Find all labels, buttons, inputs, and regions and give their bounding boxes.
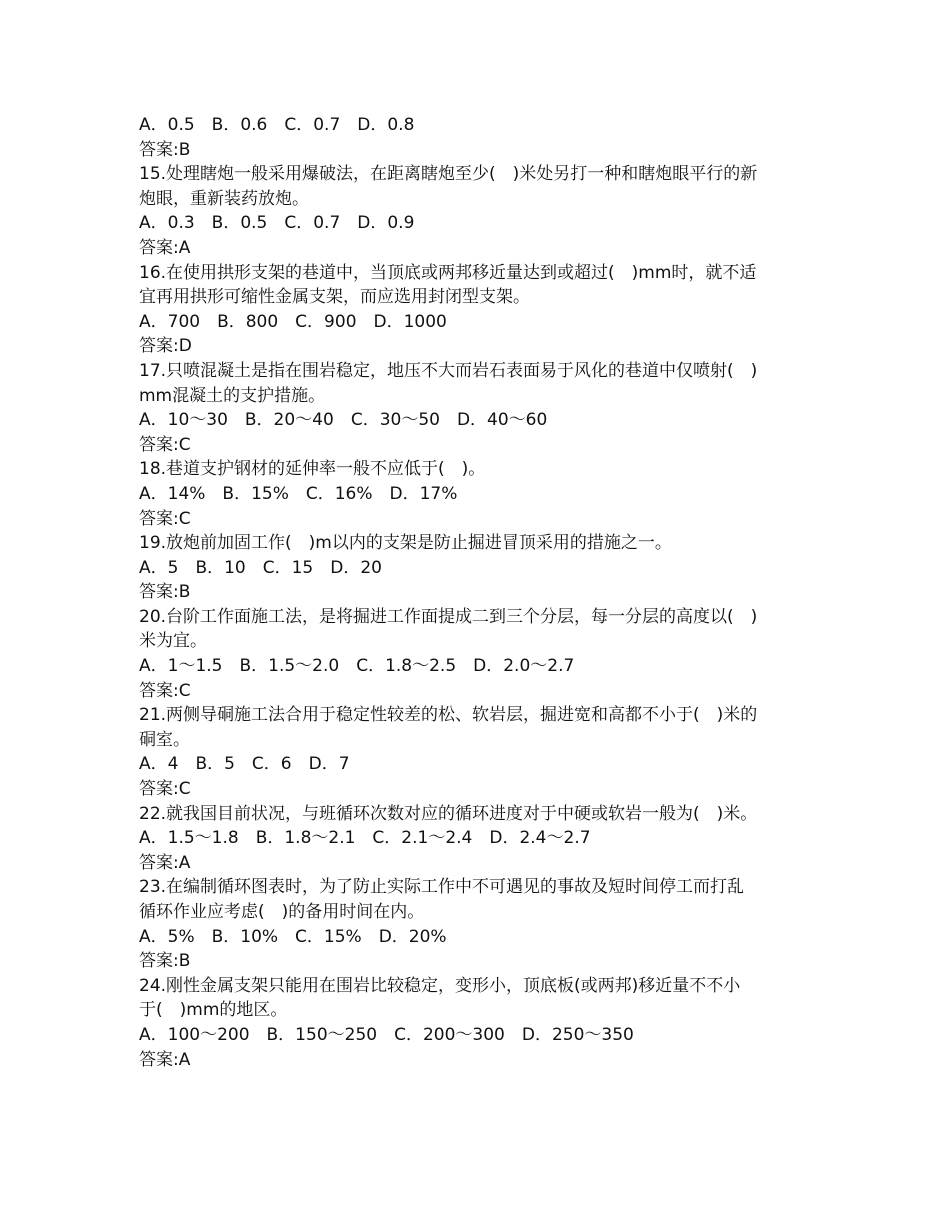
text-line: 于( )mm的地区。	[139, 1000, 288, 1021]
text-line: 硐室。	[139, 729, 190, 750]
text-line: 答案:B	[139, 139, 191, 160]
text-line: 答案:D	[139, 336, 192, 357]
text-line: A．10～30 B．20～40 C．30～50 D．40～60	[139, 410, 548, 431]
text-line: A．4 B．5 C．6 D．7	[139, 754, 350, 775]
text-line: 答案:A	[139, 1049, 191, 1070]
text-line: 17.只喷混凝土是指在围岩稳定，地压不大而岩石表面易于风化的巷道中仅喷射( )	[139, 360, 758, 381]
text-line: 20.台阶工作面施工法，是将掘进工作面提成二到三个分层，每一分层的高度以( )	[139, 606, 758, 627]
text-line: 21.两侧导硐施工法合用于稳定性较差的松、软岩层，掘进宽和高都不小于( )米的	[139, 705, 758, 726]
text-line: 19.放炮前加固工作( )m以内的支架是防止掘进冒顶采用的措施之一。	[139, 533, 672, 554]
text-line: 23.在编制循环图表时，为了防止实际工作中不可遇见的事故及短时间停工而打乱	[139, 877, 745, 898]
text-line: 炮眼，重新装药放炮。	[139, 188, 309, 209]
text-line: A．5% B．10% C．15% D．20%	[139, 926, 447, 947]
text-line: 18.巷道支护钢材的延伸率一般不应低于( )。	[139, 459, 486, 480]
text-line: 循环作业应考虑( )的备用时间在内。	[139, 902, 425, 922]
text-line: A．100～200 B．150～250 C．200～300 D．250～350	[139, 1024, 634, 1045]
text-line: 答案:A	[139, 237, 191, 258]
text-line: A．1.5～1.8 B．1.8～2.1 C．2.1～2.4 D．2.4～2.7	[139, 828, 591, 849]
text-line: A．700 B．800 C．900 D．1000	[139, 311, 447, 332]
text-line: A．1～1.5 B．1.5～2.0 C．1.8～2.5 D．2.0～2.7	[139, 656, 575, 677]
text-line: 22.就我国目前状况，与班循环次数对应的循环进度对于中硬或软岩一般为( )米。	[139, 803, 758, 824]
text-line: mm混凝土的支护措施。	[139, 385, 326, 406]
text-line: 15.处理瞎炮一般采用爆破法，在距离瞎炮至少( )米处另打一种和瞎炮眼平行的新	[139, 164, 758, 185]
text-line: A．0.3 B．0.5 C．0.7 D．0.9	[139, 213, 415, 234]
text-line: 答案:B	[139, 582, 191, 603]
text-line: 答案:B	[139, 951, 191, 972]
text-line: A．5 B．10 C．15 D．20	[139, 557, 382, 578]
document-page	[139, 113, 819, 1072]
text-line: 16.在使用拱形支架的巷道中，当顶底或两邦移近量达到或超过( )mm时，就不适	[139, 262, 757, 283]
text-line: 答案:C	[139, 680, 191, 701]
text-line: 答案:C	[139, 779, 191, 800]
text-line: A．14% B．15% C．16% D．17%	[139, 483, 458, 504]
text-line: 答案:C	[139, 434, 191, 455]
text-line: 宜再用拱形可缩性金属支架，而应选用封闭型支架。	[139, 287, 530, 308]
text-line: 答案:A	[139, 852, 191, 873]
text-line: A．0.5 B．0.6 C．0.7 D．0.8	[139, 115, 415, 135]
text-line: 答案:C	[139, 508, 191, 529]
text-line: 24.刚性金属支架只能用在围岩比较稳定，变形小，顶底板(或两邦)移近量不不小	[139, 975, 741, 996]
text-line: 米为宜。	[139, 631, 207, 652]
